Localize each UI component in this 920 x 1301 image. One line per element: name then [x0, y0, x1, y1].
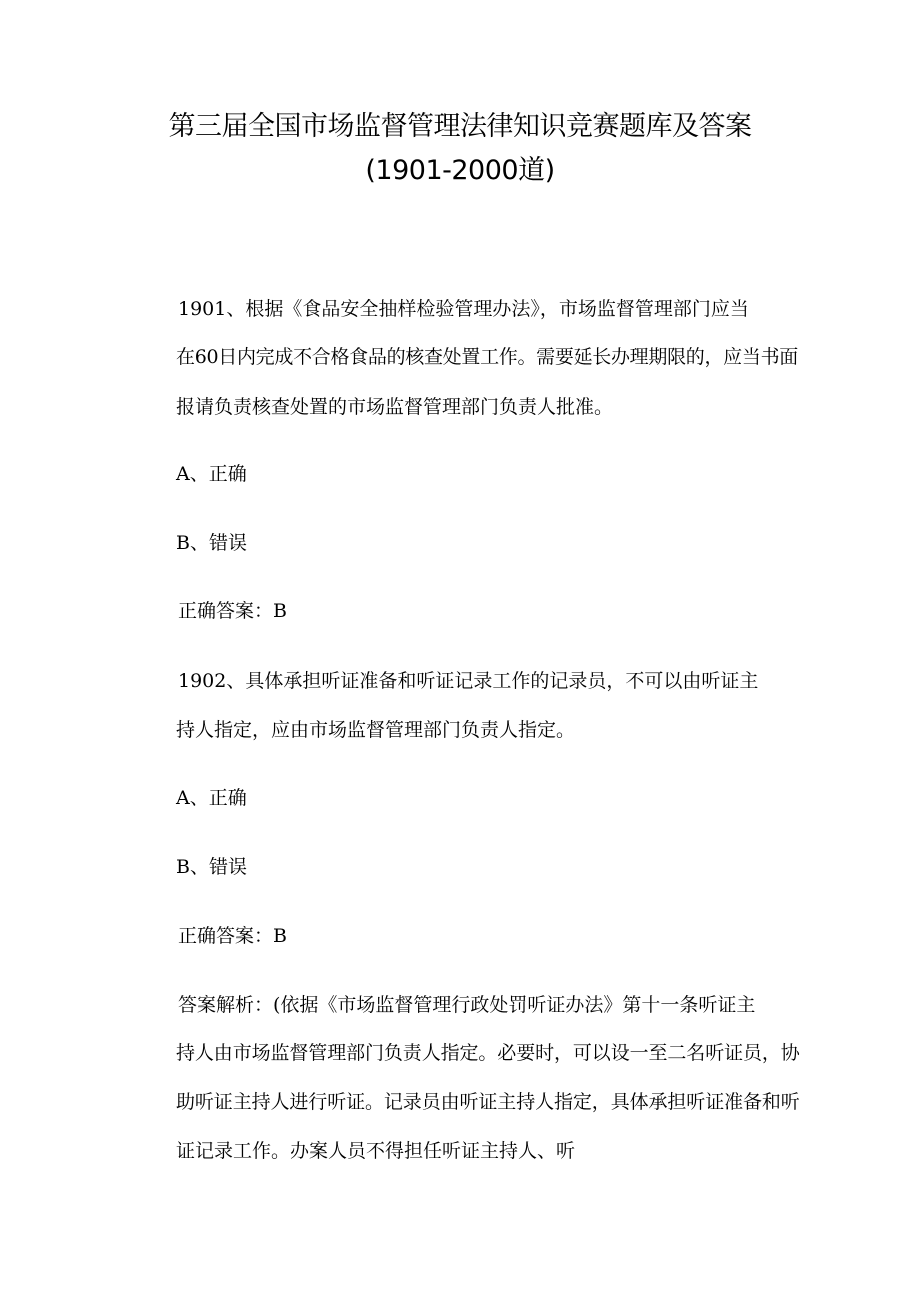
document-title: 第三届全国市场监督管理法律知识竞赛题库及答案: [168, 111, 752, 142]
question-1902-analysis-line-2: 持人由市场监督管理部门负责人指定。必要时，可以设一至二名听证员，协: [176, 1042, 800, 1064]
question-1902-analysis-line-3: 助听证主持人进行听证。记录员由听证主持人指定，具体承担听证准备和听: [176, 1091, 800, 1113]
question-1901-line-1: 1901、根据《食品安全抽样检验管理办法》，市场监督管理部门应当: [178, 298, 749, 320]
question-1902-analysis-line-4: 证记录工作。办案人员不得担任听证主持人、听: [176, 1140, 576, 1162]
question-1901-option-a: A、正确: [176, 463, 247, 485]
question-1902-analysis-line-1: 答案解析：(依据《市场监督管理行政处罚听证办法》第十一条听证主: [178, 994, 756, 1016]
question-1901-line-2: 在60日内完成不合格食品的核查处置工作。需要延长办理期限的，应当书面: [176, 346, 798, 368]
question-1902-line-1: 1902、具体承担听证准备和听证记录工作的记录员，不可以由听证主: [178, 670, 759, 692]
question-1901-answer: 正确答案：B: [178, 600, 287, 622]
question-1901-line-3: 报请负责核查处置的市场监督管理部门负责人批准。: [176, 396, 614, 418]
document-subtitle: (1901-2000道): [365, 155, 555, 186]
question-1902-answer: 正确答案：B: [178, 925, 287, 947]
question-1902-line-2: 持人指定，应由市场监督管理部门负责人指定。: [176, 719, 576, 741]
question-1902-option-b: B、错误: [176, 856, 247, 878]
question-1902-option-a: A、正确: [176, 787, 247, 809]
question-1901-option-b: B、错误: [176, 532, 247, 554]
